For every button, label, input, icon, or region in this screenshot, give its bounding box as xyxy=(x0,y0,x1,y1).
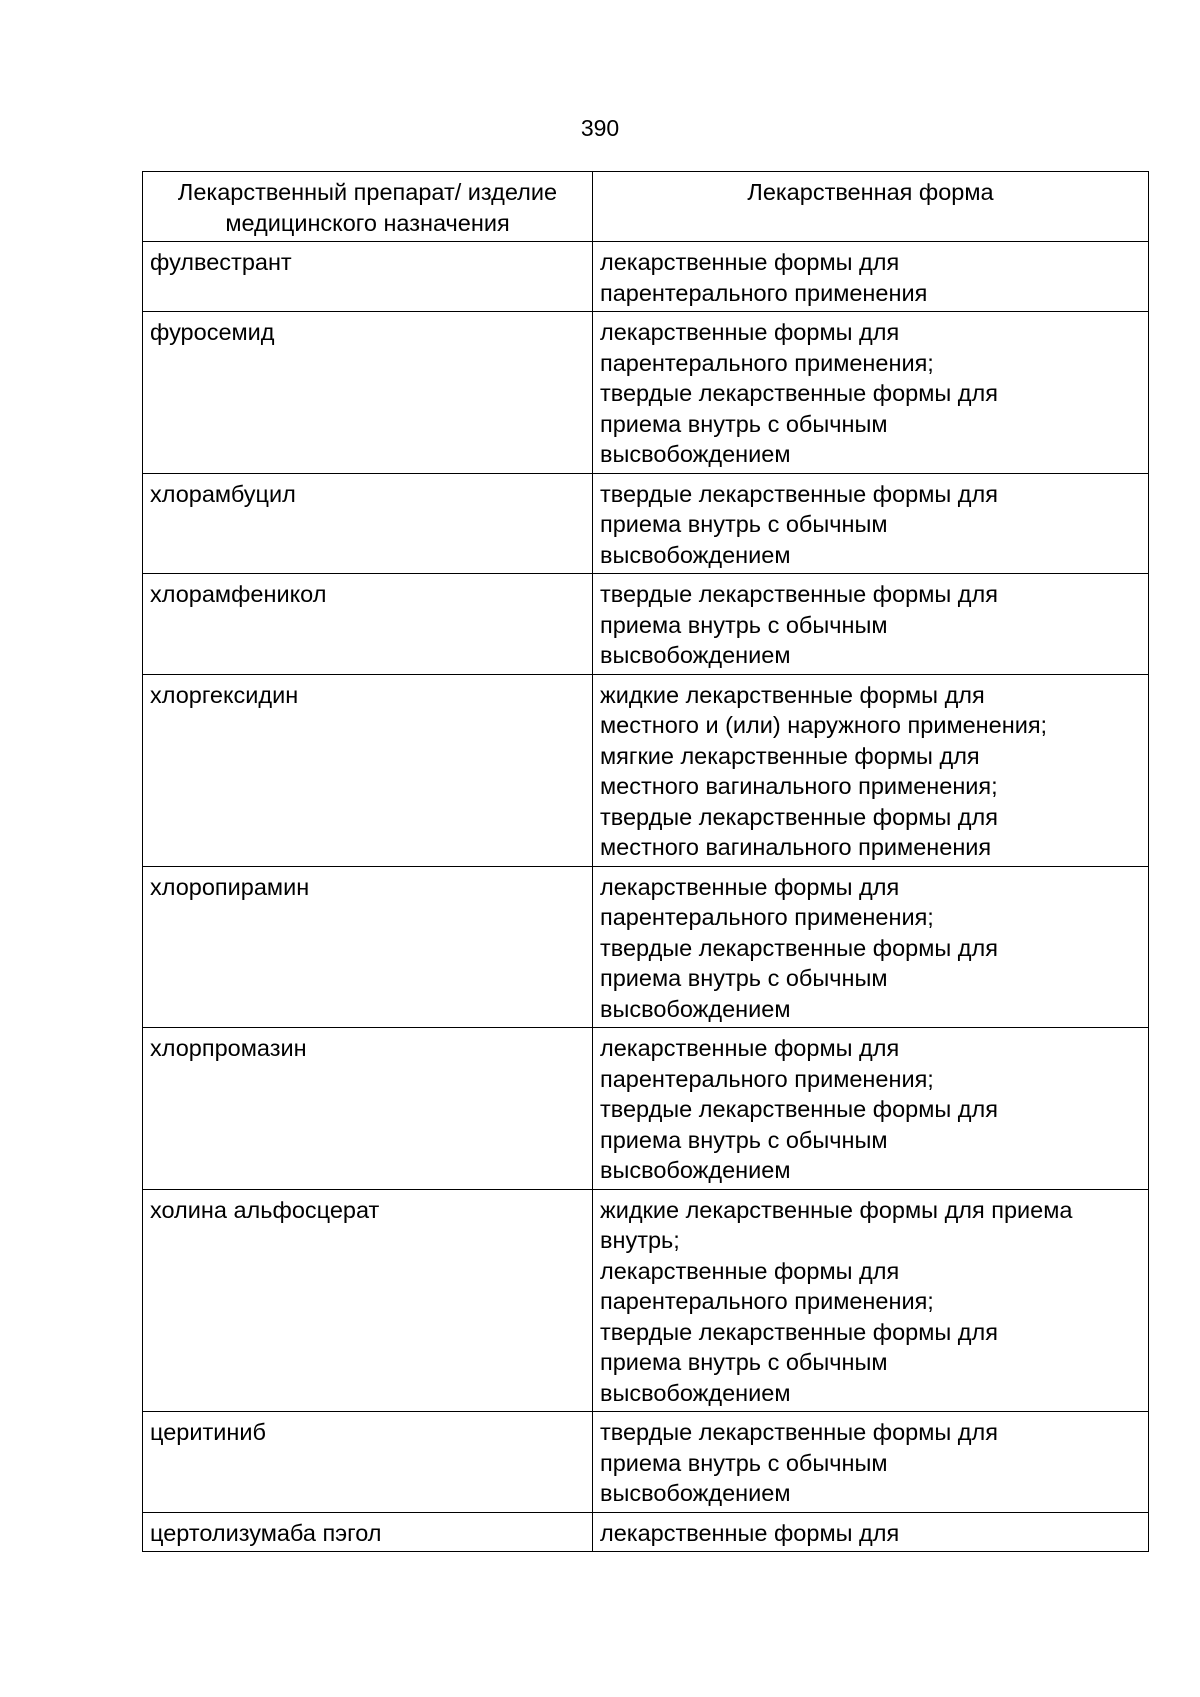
dosage-form-line: мягкие лекарственные формы для xyxy=(600,742,980,769)
dosage-form-cell xyxy=(593,1412,1149,1513)
table-row xyxy=(143,1512,1149,1552)
dosage-form-line: твердые лекарственные формы для xyxy=(600,934,998,961)
table-header-row xyxy=(143,172,1149,242)
dosage-form-line: приема внутрь с обычным xyxy=(600,1126,888,1153)
dosage-form-line: лекарственные формы для xyxy=(600,1035,900,1061)
drug-name-cell: хлоропирамин xyxy=(143,866,593,1028)
header-form: Лекарственная форма xyxy=(593,172,1149,242)
dosage-form-line: высвобождением xyxy=(600,1379,791,1406)
dosage-form-line: лекарственные формы для xyxy=(600,1257,900,1284)
dosage-form-line: высвобождением xyxy=(600,995,791,1022)
drug-name-cell: хлоргексидин xyxy=(143,674,593,866)
dosage-form-cell xyxy=(593,674,1149,866)
table-row xyxy=(143,1412,1149,1513)
dosage-form-line: парентерального применения; xyxy=(600,904,934,930)
dosage-form-line: местного вагинального применения; xyxy=(600,773,998,799)
header-drug: Лекарственный препарат/ изделие медицинского назначения xyxy=(143,172,593,242)
dosage-form-line: лекарственные формы для xyxy=(600,873,900,900)
table-row xyxy=(143,674,1149,866)
table-row xyxy=(143,242,1149,312)
dosage-form-line: парентерального применения xyxy=(600,279,928,306)
dosage-form-line: приема внутрь с обычным xyxy=(600,611,888,638)
dosage-form-line: высвобождением xyxy=(600,1480,791,1506)
dosage-form-line: местного и (или) наружного применения; xyxy=(600,712,1048,738)
dosage-form-line: приема внутрь с обычным xyxy=(600,1449,888,1476)
table-row xyxy=(143,866,1149,1028)
dosage-form-line: приема внутрь с обычным xyxy=(600,511,888,537)
drug-name-cell: фуросемид xyxy=(143,312,593,474)
drug-name-cell: фулвестрант xyxy=(143,242,593,312)
drug-name-cell: холина альфосцерат xyxy=(143,1189,593,1412)
dosage-form-line: высвобождением xyxy=(600,541,791,568)
dosage-form-line: парентерального применения; xyxy=(600,1288,934,1314)
dosage-form-line: лекарственные формы для xyxy=(600,249,900,275)
drug-name-cell: цертолизумаба пэгол xyxy=(143,1512,593,1552)
dosage-form-line: приема внутрь с обычным xyxy=(600,965,888,991)
dosage-form-cell xyxy=(593,1512,1149,1552)
dosage-form-line: местного вагинального применения xyxy=(600,834,992,860)
dosage-form-cell xyxy=(593,1189,1149,1412)
dosage-form-line: приема внутрь с обычным xyxy=(600,410,888,437)
dosage-form-line: твердые лекарственные формы для xyxy=(600,1318,998,1345)
dosage-form-line: приема внутрь с обычным xyxy=(600,1349,888,1375)
dosage-form-line: высвобождением xyxy=(600,1157,791,1183)
dosage-form-line: парентерального применения; xyxy=(600,1065,934,1092)
table-row xyxy=(143,1189,1149,1412)
dosage-form-line: лекарственные формы для xyxy=(600,1519,900,1546)
drug-name-cell: хлорамфеникол xyxy=(143,574,593,675)
table-row xyxy=(143,473,1149,574)
table-row xyxy=(143,312,1149,474)
dosage-form-cell xyxy=(593,473,1149,574)
dosage-form-line: парентерального применения; xyxy=(600,349,934,376)
dosage-form-line: твердые лекарственные формы для xyxy=(600,480,998,507)
dosage-form-line: твердые лекарственные формы для xyxy=(600,581,998,607)
dosage-form-line: высвобождением xyxy=(600,642,791,668)
dosage-form-line: жидкие лекарственные формы для xyxy=(600,681,985,708)
drug-name-cell: хлорпромазин xyxy=(143,1028,593,1190)
drug-name-cell: церитиниб xyxy=(143,1412,593,1513)
dosage-form-line: внутрь; xyxy=(600,1227,680,1253)
drug-name-cell: хлорамбуцил xyxy=(143,473,593,574)
page-number: 390 xyxy=(580,115,620,141)
dosage-form-line: твердые лекарственные формы для xyxy=(600,1096,998,1122)
dosage-form-line: твердые лекарственные формы для xyxy=(600,803,998,830)
table-row xyxy=(143,1028,1149,1190)
drug-table xyxy=(142,171,1149,1552)
dosage-form-cell xyxy=(593,866,1149,1028)
table-body xyxy=(143,242,1149,1552)
dosage-form-line: высвобождением xyxy=(600,441,791,467)
dosage-form-cell xyxy=(593,574,1149,675)
table-row xyxy=(143,574,1149,675)
dosage-form-line: твердые лекарственные формы для xyxy=(600,1419,998,1445)
dosage-form-cell xyxy=(593,242,1149,312)
dosage-form-cell xyxy=(593,1028,1149,1190)
dosage-form-cell xyxy=(593,312,1149,474)
dosage-form-line: твердые лекарственные формы для xyxy=(600,380,998,406)
dosage-form-line: жидкие лекарственные формы для приема xyxy=(600,1196,1073,1223)
dosage-form-line: лекарственные формы для xyxy=(600,319,900,345)
